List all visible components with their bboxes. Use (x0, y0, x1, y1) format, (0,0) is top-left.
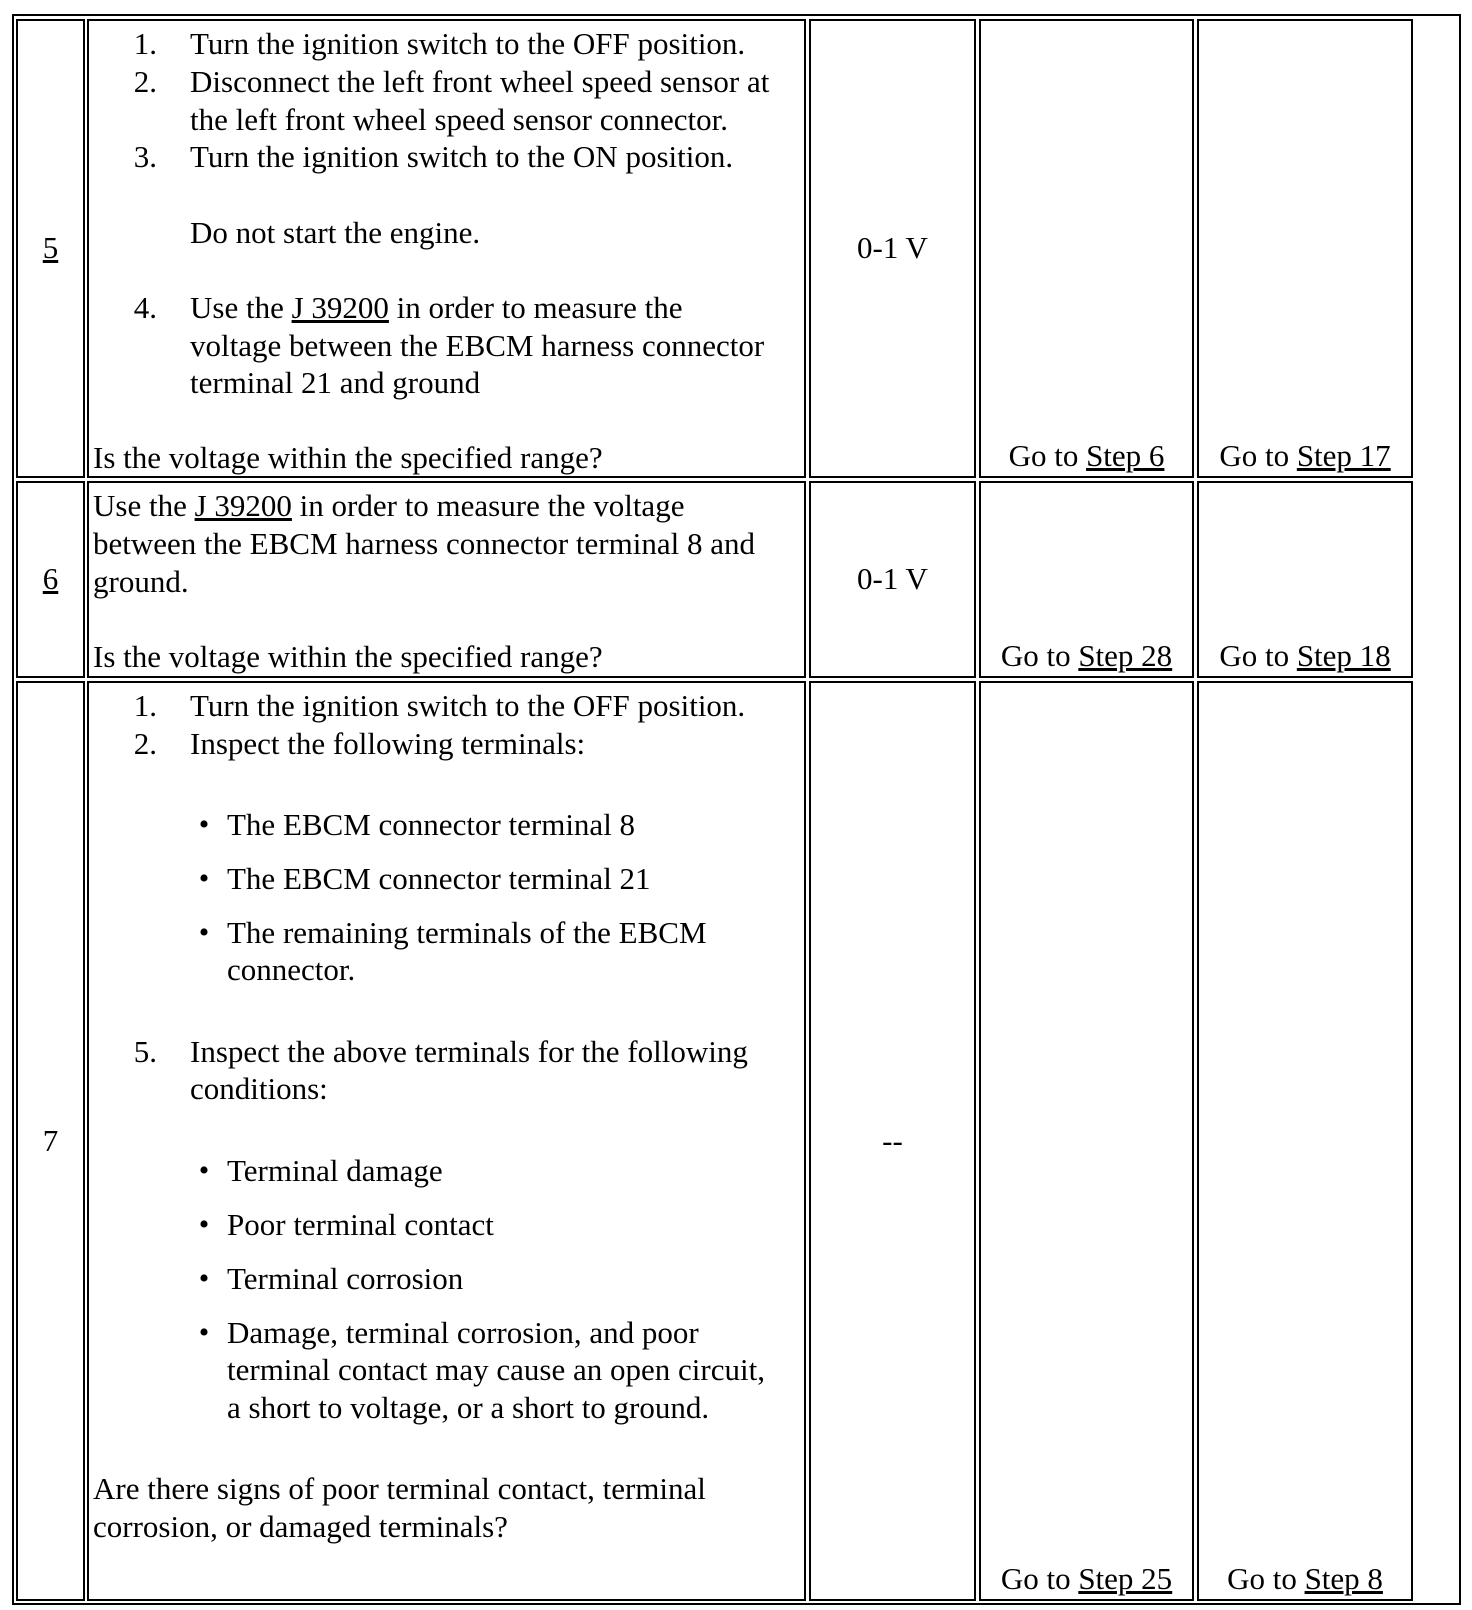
list-number: 2. (133, 64, 157, 99)
step-cell-6[interactable] (16, 481, 85, 678)
action-cell-7 (87, 681, 806, 1601)
question-text: Are there signs of poor terminal contact, terminal (93, 1471, 706, 1506)
no-action: Go to Step 8 (1227, 1560, 1383, 1596)
instruction-text: Turn the ignition switch to the ON position. (190, 139, 734, 174)
yes-cell-7 (979, 681, 1194, 1601)
condition-item: Damage, terminal corrosion, and poor (227, 1315, 699, 1350)
yes-cell-6 (979, 481, 1194, 678)
instruction-text: Use the J 39200 in order to measure the voltage (93, 488, 685, 523)
question-text: Is the voltage within the specified range? (93, 639, 603, 674)
no-cell-5 (1197, 19, 1413, 478)
bullet-icon: • (198, 1208, 210, 1241)
instruction-text: Inspect the above terminals for the following (190, 1034, 748, 1069)
action-cell-6 (87, 481, 806, 678)
bullet-icon: • (198, 916, 210, 949)
instruction-text: between the EBCM harness connector terminal 8 and (93, 526, 755, 561)
step-number-link[interactable]: 5 (42, 230, 59, 266)
yes-action: Go to Step 25 (1000, 1560, 1173, 1596)
no-action: Go to Step 18 (1219, 637, 1391, 673)
list-number: 4. (133, 290, 157, 325)
yes-cell-5 (979, 19, 1194, 478)
value-text: 0-1 V (857, 561, 928, 597)
instruction-text: Use the J 39200 in order to measure the (190, 290, 683, 325)
list-number: 3. (133, 139, 157, 174)
bullet-icon: • (198, 1154, 210, 1187)
list-number: 1. (133, 688, 157, 723)
value-text: -- (882, 1122, 903, 1158)
go-to-step-link[interactable]: Step 6 (1086, 437, 1165, 473)
value-cell-6 (809, 481, 976, 678)
terminal-item: The EBCM connector terminal 8 (227, 807, 636, 842)
bullet-icon: • (198, 1316, 210, 1349)
no-action: Go to Step 17 (1219, 437, 1391, 473)
condition-item: terminal contact may cause an open circuit, (227, 1352, 765, 1387)
step-cell-5[interactable] (16, 19, 85, 478)
value-text: 0-1 V (857, 230, 928, 266)
list-number: 2. (133, 726, 157, 761)
action-cell-5 (87, 19, 806, 478)
question-text: Is the voltage within the specified range? (93, 440, 603, 475)
go-to-step-link[interactable]: Step 25 (1078, 1560, 1173, 1596)
go-to-step-link[interactable]: Step 8 (1304, 1560, 1383, 1596)
list-number: 1. (133, 26, 157, 61)
no-cell-6 (1197, 481, 1413, 678)
list-number: 5. (133, 1034, 157, 1069)
question-text: corrosion, or damaged terminals? (93, 1509, 508, 1544)
instruction-text: conditions: (190, 1071, 328, 1106)
step-cell-7 (16, 681, 85, 1601)
instruction-text: Disconnect the left front wheel speed sensor at (190, 64, 770, 99)
condition-item: a short to voltage, or a short to ground. (227, 1390, 710, 1425)
terminal-item: connector. (227, 952, 356, 987)
condition-item: Poor terminal contact (227, 1207, 494, 1242)
bullet-icon: • (198, 862, 210, 895)
terminal-item: The EBCM connector terminal 21 (227, 861, 651, 896)
instruction-text: Turn the ignition switch to the OFF position. (190, 688, 746, 723)
tool-link[interactable]: J 39200 (291, 290, 389, 325)
instruction-text: the left front wheel speed sensor connector. (190, 102, 729, 137)
step-number: 7 (42, 1122, 59, 1158)
instruction-text: terminal 21 and ground (190, 365, 481, 400)
value-cell-5 (809, 19, 976, 478)
terminal-item: The remaining terminals of the EBCM (227, 915, 707, 950)
value-cell-7 (809, 681, 976, 1601)
go-to-step-link[interactable]: Step 18 (1296, 637, 1391, 673)
yes-action: Go to Step 6 (1008, 437, 1165, 473)
tool-link[interactable]: J 39200 (194, 488, 292, 523)
instruction-text: Inspect the following terminals: (190, 726, 586, 761)
bullet-icon: • (198, 808, 210, 841)
bullet-icon: • (198, 1262, 210, 1295)
no-cell-7 (1197, 681, 1413, 1601)
note-text: Do not start the engine. (190, 215, 481, 250)
go-to-step-link[interactable]: Step 17 (1296, 437, 1391, 473)
step-number-link[interactable]: 6 (42, 561, 59, 597)
condition-item: Terminal damage (227, 1153, 443, 1188)
instruction-text: voltage between the EBCM harness connector (190, 328, 765, 363)
instruction-text: Turn the ignition switch to the OFF position. (190, 26, 746, 61)
condition-item: Terminal corrosion (227, 1261, 464, 1296)
yes-action: Go to Step 28 (1000, 637, 1173, 673)
instruction-text: ground. (93, 564, 189, 599)
go-to-step-link[interactable]: Step 28 (1078, 637, 1173, 673)
